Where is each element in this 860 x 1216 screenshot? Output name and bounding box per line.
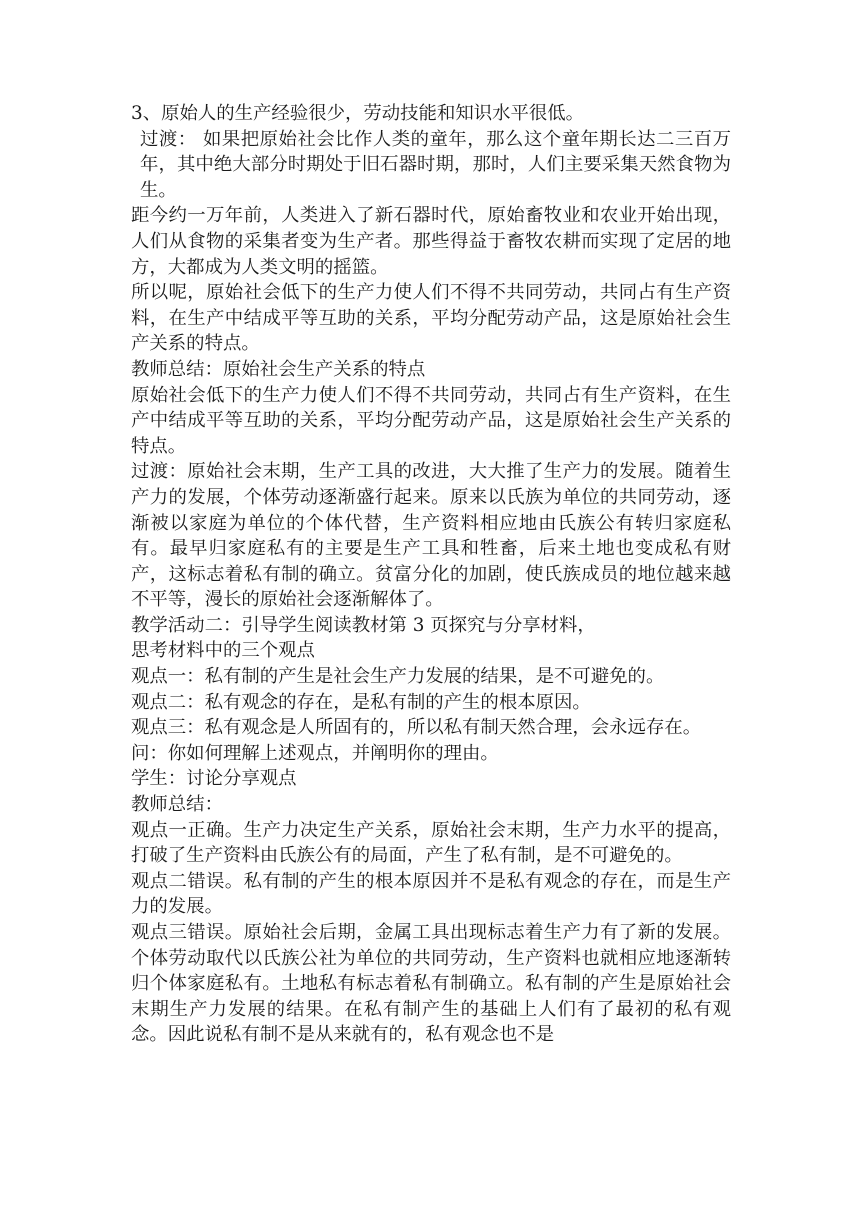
- document-body: [131, 101, 731, 1048]
- paragraph-neolithic: 距今约一万年前，人类进入了新石器时代，原始畜牧业和农业开始出现，人们从食物的采集者变为生产者。那些得益于畜牧农耕而实现了定居的地方，大都成为人类文明的摇篮。: [131, 205, 731, 278]
- paragraph-teacher-summary: 原始社会低下的生产力使人们不得不共同劳动，共同占有生产资料，在生产中结成平等互助的关系，平均分配劳动产品，这是原始社会生产关系的特点。: [131, 384, 731, 457]
- paragraph-transition-2: 过渡：原始社会末期，生产工具的改进，大大推了生产力的发展。随着生产力的发展，个体劳动逐渐盛行起来。原来以氏族为单位的共同劳动，逐渐被以家庭为单位的个体代替，生产资料相应地由氏族公有转归家庭私有。最早归家庭私有的主要是生产工具和牲畜，后来土地也变成私有财产，这标志着私有制的确立。贫富分化的加剧，使氏族成员的地位越来越不平等，漫长的原始社会逐渐解体了。: [131, 461, 731, 611]
- paragraph-question: 问：你如何理解上述观点，并阐明你的理由。: [131, 742, 499, 764]
- paragraph-viewpoint-2: 观点二：私有观念的存在，是私有制的产生的根本原因。: [131, 691, 591, 713]
- paragraph-answer-2: 观点二错误。私有制的产生的根本原因并不是私有观念的存在，而是生产力的发展。: [131, 870, 731, 918]
- paragraph-student: 学生：讨论分享观点: [131, 768, 297, 790]
- paragraph-conclusion: 所以呢，原始社会低下的生产力使人们不得不共同劳动，共同占有生产资料，在生产中结成平等互助的关系，平均分配劳动产品，这是原始社会生产关系的特点。: [131, 282, 731, 355]
- paragraph-teacher-summary-heading: 教师总结：原始社会生产关系的特点: [131, 358, 426, 380]
- paragraph-three-viewpoints: 思考材料中的三个观点: [131, 640, 315, 662]
- paragraph-answer-1: 观点一正确。生产力决定生产关系，原始社会末期，生产力水平的提高，打破了生产资料由氏族公有的局面，产生了私有制，是不可避免的。: [131, 819, 731, 867]
- paragraph-teacher-summary-2: 教师总结：: [131, 794, 223, 816]
- paragraph-activity-two: 教学活动二：引导学生阅读教材第 3 页探究与分享材料，: [131, 614, 596, 636]
- paragraph-viewpoint-1: 观点一：私有制的产生是社会生产力发展的结果，是不可避免的。: [131, 666, 665, 688]
- paragraph-answer-3: 观点三错误。原始社会后期，金属工具出现标志着生产力有了新的发展。个体劳动取代以氏族公社为单位的共同劳动，生产资料也就相应地逐渐转归个体家庭私有。土地私有标志着私有制确立。私有制的产生是原始社会末期生产力发展的结果。在私有制产生的基础上人们有了最初的私有观念。因此说私有制不是从来就有的，私有观念也不是: [131, 922, 731, 1046]
- paragraph-transition-1: 过渡： 如果把原始社会比作人类的童年，那么这个童年期长达二三百万年，其中绝大部分时期处于旧石器时期，那时，人们主要采集天然食物为生。: [140, 128, 731, 201]
- paragraph-viewpoint-3: 观点三：私有观念是人所固有的，所以私有制天然合理，会永远存在。: [131, 717, 702, 739]
- paragraph-point-3: 3、原始人的生产经验很少，劳动技能和知识水平很低。: [131, 103, 585, 124]
